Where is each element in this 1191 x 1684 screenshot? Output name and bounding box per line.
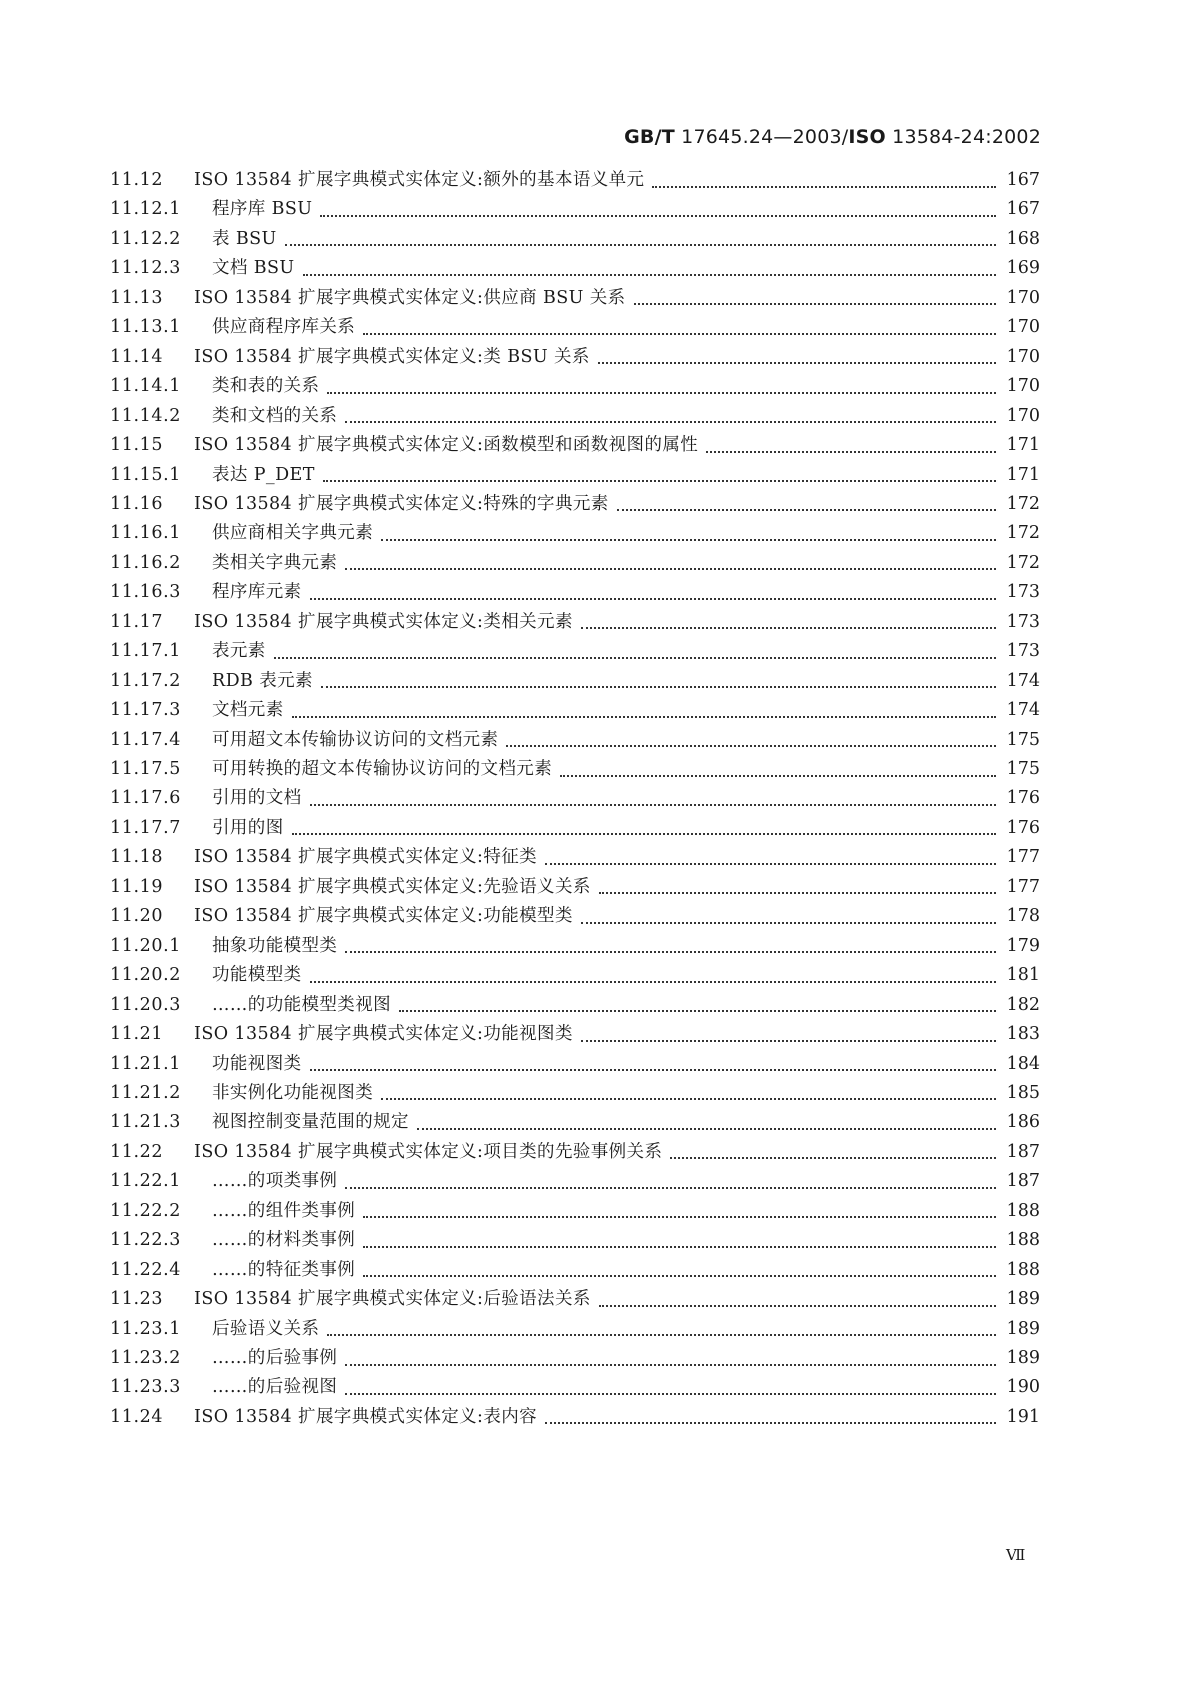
toc-entry[interactable] — [110, 665, 1040, 697]
toc-entry-page: 172 — [1006, 523, 1040, 544]
toc-entry[interactable] — [110, 547, 1040, 579]
toc-entry-page: 174 — [1006, 700, 1040, 721]
toc-entry-number: 11.14.2 — [110, 405, 181, 426]
toc-entry-page: 178 — [1006, 906, 1040, 927]
toc-entry[interactable] — [110, 252, 1040, 284]
toc-leader-dots — [506, 744, 996, 747]
toc-entry-number: 11.20 — [110, 906, 164, 927]
toc-entry[interactable] — [110, 782, 1040, 814]
document-header — [624, 126, 1041, 148]
toc-entry-number: 11.18 — [110, 847, 164, 868]
toc-entry-number: 11.16.3 — [110, 582, 181, 603]
toc-entry[interactable] — [110, 1283, 1040, 1315]
toc-leader-dots — [345, 1186, 996, 1189]
toc-entry-page: 177 — [1006, 847, 1040, 868]
toc-entry-number: 11.14.1 — [110, 376, 181, 397]
toc-entry-number: 11.14 — [110, 346, 164, 367]
toc-entry-number: 11.13 — [110, 287, 164, 308]
toc-entry-title: 文档 BSU — [212, 258, 295, 279]
toc-entry-title: 可用转换的超文本传输协议访问的文档元素 — [212, 759, 553, 779]
toc-leader-dots — [599, 891, 996, 894]
toc-entry[interactable] — [110, 311, 1040, 343]
toc-entry[interactable] — [110, 635, 1040, 667]
toc-entry[interactable] — [110, 282, 1040, 314]
toc-entry-page: 189 — [1006, 1348, 1040, 1368]
toc-leader-dots — [345, 1392, 996, 1395]
toc-leader-dots — [399, 1009, 996, 1012]
toc-leader-dots — [310, 597, 997, 600]
toc-entry-title: ……的特征类事例 — [212, 1259, 356, 1280]
toc-entry-page: 172 — [1006, 493, 1040, 514]
toc-entry-title: 类相关字典元素 — [212, 552, 338, 573]
toc-entry-page: 179 — [1006, 935, 1040, 956]
toc-entry-page: 167 — [1006, 199, 1040, 220]
toc-leader-dots — [320, 214, 996, 217]
toc-leader-dots — [303, 273, 996, 276]
toc-entry-title: 程序库元素 — [212, 582, 302, 603]
toc-entry-page: 191 — [1006, 1406, 1040, 1427]
toc-leader-dots — [363, 1245, 996, 1248]
toc-entry[interactable] — [110, 341, 1040, 373]
toc-entry-page: 170 — [1006, 317, 1040, 338]
toc-entry-page: 181 — [1006, 965, 1040, 986]
toc-entry-page: 168 — [1006, 228, 1040, 249]
toc-entry-title: 表元素 — [212, 641, 266, 662]
toc-entry-title: ISO 13584 扩展字典模式实体定义:项目类的先验事例关系 — [194, 1141, 663, 1162]
toc-entry-number: 11.24 — [110, 1406, 164, 1427]
toc-entry-page: 176 — [1006, 788, 1040, 809]
toc-entry-title: 视图控制变量范围的规定 — [212, 1112, 409, 1133]
toc-entry-title: 抽象功能模型类 — [212, 935, 338, 956]
toc-leader-dots — [560, 774, 996, 777]
toc-leader-dots — [598, 361, 996, 364]
toc-leader-dots — [310, 980, 997, 983]
toc-entry-title: 表达 P_DET — [212, 464, 315, 485]
toc-entry[interactable] — [110, 1254, 1040, 1286]
toc-entry-page: 177 — [1006, 876, 1040, 897]
toc-leader-dots — [545, 862, 996, 865]
toc-entry[interactable] — [110, 1371, 1040, 1403]
toc-entry-title: 后验语义关系 — [212, 1318, 320, 1339]
toc-entry-page: 175 — [1006, 729, 1040, 750]
iso-number: 13584-24:2002 — [892, 126, 1041, 148]
toc-entry-number: 11.23.2 — [110, 1348, 181, 1368]
toc-entry[interactable] — [110, 1048, 1040, 1080]
toc-entry-title: ISO 13584 扩展字典模式实体定义:特征类 — [194, 847, 538, 868]
toc-entry-number: 11.21.1 — [110, 1053, 181, 1074]
toc-entry-number: 11.20.1 — [110, 935, 181, 956]
toc-entry-title: 可用超文本传输协议访问的文档元素 — [212, 729, 499, 750]
toc-leader-dots — [285, 243, 996, 246]
toc-entry-title: 功能视图类 — [212, 1053, 302, 1074]
toc-entry-page: 189 — [1006, 1289, 1040, 1310]
toc-entry-number: 11.17.3 — [110, 700, 181, 721]
toc-entry-page: 184 — [1006, 1053, 1040, 1074]
toc-entry[interactable] — [110, 400, 1040, 432]
toc-entry-title: ……的材料类事例 — [212, 1230, 356, 1251]
toc-entry-title: 类和表的关系 — [212, 376, 320, 397]
toc-entry[interactable] — [110, 576, 1040, 608]
toc-entry-title: 非实例化功能视图类 — [212, 1082, 374, 1103]
toc-entry-title: 表 BSU — [212, 228, 277, 249]
iso-prefix: ISO — [848, 126, 886, 148]
toc-entry[interactable] — [110, 930, 1040, 962]
toc-entry[interactable] — [110, 459, 1040, 491]
toc-entry[interactable] — [110, 1401, 1040, 1433]
toc-entry-title: ISO 13584 扩展字典模式实体定义:供应商 BSU 关系 — [194, 287, 626, 308]
toc-entry-title: ISO 13584 扩展字典模式实体定义:类 BSU 关系 — [194, 346, 590, 367]
toc-entry-title: 程序库 BSU — [212, 199, 313, 220]
toc-entry[interactable] — [110, 223, 1040, 255]
toc-entry[interactable] — [110, 1077, 1040, 1109]
toc-entry-page: 171 — [1006, 435, 1040, 456]
toc-entry-number: 11.23 — [110, 1289, 164, 1310]
toc-entry-page: 186 — [1006, 1112, 1040, 1133]
toc-entry-page: 185 — [1006, 1082, 1040, 1103]
toc-leader-dots — [670, 1156, 996, 1159]
toc-leader-dots — [581, 1039, 996, 1042]
toc-leader-dots — [327, 391, 996, 394]
toc-entry[interactable] — [110, 429, 1040, 461]
toc-entry-page: 190 — [1006, 1377, 1040, 1398]
toc-entry-title: RDB 表元素 — [212, 670, 313, 691]
toc-leader-dots — [345, 567, 996, 570]
toc-leader-dots — [310, 803, 997, 806]
page-number: Ⅶ — [1006, 1546, 1025, 1564]
toc-entry-title: ISO 13584 扩展字典模式实体定义:后验语法关系 — [194, 1289, 591, 1310]
toc-leader-dots — [310, 1068, 997, 1071]
toc-entry-title: ……的组件类事例 — [212, 1200, 356, 1221]
toc-entry-number: 11.16.1 — [110, 523, 181, 544]
toc-entry-number: 11.22.1 — [110, 1171, 181, 1192]
toc-entry-number: 11.17 — [110, 611, 164, 632]
toc-entry[interactable] — [110, 841, 1040, 873]
toc-entry[interactable] — [110, 724, 1040, 756]
toc-leader-dots — [274, 656, 996, 659]
toc-leader-dots — [617, 508, 996, 511]
toc-entry-title: 引用的图 — [212, 817, 284, 838]
toc-entry-number: 11.23.1 — [110, 1318, 181, 1339]
toc-entry-number: 11.21.3 — [110, 1112, 181, 1133]
toc-entry-number: 11.20.2 — [110, 965, 181, 986]
toc-entry[interactable] — [110, 871, 1040, 903]
toc-entry[interactable] — [110, 694, 1040, 726]
toc-entry-title: ISO 13584 扩展字典模式实体定义:特殊的字典元素 — [194, 493, 609, 514]
toc-entry-page: 187 — [1006, 1141, 1040, 1162]
toc-entry-title: ISO 13584 扩展字典模式实体定义:函数模型和函数视图的属性 — [194, 435, 699, 456]
toc-entry-page: 173 — [1006, 582, 1040, 603]
toc-entry-number: 11.13.1 — [110, 317, 181, 338]
toc-entry-page: 167 — [1006, 170, 1040, 190]
toc-entry[interactable] — [110, 753, 1040, 785]
toc-entry-title: ISO 13584 扩展字典模式实体定义:类相关元素 — [194, 611, 573, 632]
toc-entry-number: 11.12.3 — [110, 258, 181, 279]
toc-entry-page: 189 — [1006, 1318, 1040, 1339]
standard-prefix: GB/T — [624, 126, 675, 148]
toc-leader-dots — [706, 450, 996, 453]
toc-leader-dots — [323, 479, 996, 482]
toc-leader-dots — [321, 685, 996, 688]
toc-entry-number: 11.21 — [110, 1024, 164, 1045]
toc-entry[interactable] — [110, 1106, 1040, 1138]
toc-entry[interactable] — [110, 1313, 1040, 1345]
toc-entry[interactable] — [110, 1342, 1040, 1374]
toc-entry-number: 11.17.7 — [110, 817, 181, 838]
toc-entry-number: 11.17.4 — [110, 729, 181, 750]
toc-entry-page: 188 — [1006, 1230, 1040, 1251]
toc-entry-page: 173 — [1006, 641, 1040, 662]
toc-leader-dots — [652, 185, 996, 188]
toc-entry-page: 170 — [1006, 346, 1040, 367]
toc-entry-number: 11.20.3 — [110, 994, 181, 1015]
toc-leader-dots — [581, 921, 996, 924]
toc-entry-page: 170 — [1006, 287, 1040, 308]
toc-entry[interactable] — [110, 812, 1040, 844]
toc-entry[interactable] — [110, 606, 1040, 638]
toc-entry-number: 11.21.2 — [110, 1082, 181, 1103]
toc-entry-page: 174 — [1006, 670, 1040, 691]
toc-entry-page: 173 — [1006, 611, 1040, 632]
toc-entry-title: ……的后验视图 — [212, 1377, 338, 1398]
toc-entry-number: 11.22 — [110, 1141, 164, 1162]
toc-entry[interactable] — [110, 989, 1040, 1021]
toc-entry-page: 182 — [1006, 994, 1040, 1015]
toc-entry-title: 文档元素 — [212, 700, 284, 721]
toc-entry-title: ISO 13584 扩展字典模式实体定义:先验语义关系 — [194, 876, 591, 897]
toc-entry-title: 供应商程序库关系 — [212, 317, 356, 338]
toc-entry-number: 11.17.2 — [110, 670, 181, 691]
toc-entry-number: 11.17.1 — [110, 641, 181, 662]
toc-entry-number: 11.22.3 — [110, 1230, 181, 1251]
toc-leader-dots — [581, 626, 996, 629]
toc-leader-dots — [545, 1421, 996, 1424]
toc-leader-dots — [417, 1127, 996, 1130]
toc-entry-title: 类和文档的关系 — [212, 405, 338, 426]
toc-leader-dots — [363, 1274, 996, 1277]
toc-entry-title: 功能模型类 — [212, 965, 302, 986]
toc-entry[interactable] — [110, 1224, 1040, 1256]
toc-leader-dots — [381, 538, 996, 541]
toc-entry[interactable] — [110, 900, 1040, 932]
toc-entry-page: 188 — [1006, 1200, 1040, 1221]
toc-entry-number: 11.16 — [110, 493, 164, 514]
toc-entry-number: 11.17.6 — [110, 788, 181, 809]
toc-entry-number: 11.23.3 — [110, 1377, 181, 1398]
toc-entry[interactable] — [110, 1195, 1040, 1227]
toc-entry-number: 11.15.1 — [110, 464, 181, 485]
toc-entry-title: ISO 13584 扩展字典模式实体定义:表内容 — [194, 1406, 538, 1427]
toc-entry-page: 188 — [1006, 1259, 1040, 1280]
toc-entry[interactable] — [110, 1018, 1040, 1050]
toc-entry-number: 11.22.4 — [110, 1259, 181, 1280]
toc-leader-dots — [599, 1304, 996, 1307]
toc-entry-page: 170 — [1006, 376, 1040, 397]
toc-entry-page: 170 — [1006, 405, 1040, 426]
toc-leader-dots — [381, 1097, 996, 1100]
toc-entry-number: 11.16.2 — [110, 552, 181, 573]
toc-entry[interactable] — [110, 517, 1040, 549]
toc-leader-dots — [327, 1333, 996, 1336]
toc-leader-dots — [363, 332, 996, 335]
toc-entry[interactable] — [110, 1136, 1040, 1168]
toc-entry-number: 11.12.1 — [110, 199, 181, 220]
toc-leader-dots — [345, 420, 996, 423]
toc-entry-number: 11.17.5 — [110, 759, 181, 779]
toc-entry[interactable] — [110, 164, 1040, 196]
toc-entry-title: 供应商相关字典元素 — [212, 523, 374, 544]
toc-entry-title: ……的后验事例 — [212, 1348, 338, 1368]
toc-entry-title: ISO 13584 扩展字典模式实体定义:功能视图类 — [194, 1024, 573, 1045]
toc-entry-page: 176 — [1006, 817, 1040, 838]
toc-entry-number: 11.12.2 — [110, 228, 181, 249]
toc-entry[interactable] — [110, 959, 1040, 991]
standard-number: 17645.24—2003/ — [681, 126, 849, 148]
toc-entry-page: 171 — [1006, 464, 1040, 485]
toc-entry-number: 11.12 — [110, 170, 164, 190]
toc-entry[interactable] — [110, 193, 1040, 225]
toc-leader-dots — [345, 1363, 996, 1366]
toc-entry-page: 175 — [1006, 759, 1040, 779]
toc-leader-dots — [345, 950, 996, 953]
toc-entry-title: ISO 13584 扩展字典模式实体定义:功能模型类 — [194, 906, 573, 927]
toc-entry-page: 187 — [1006, 1171, 1040, 1192]
toc-entry-page: 183 — [1006, 1024, 1040, 1045]
toc-leader-dots — [292, 832, 996, 835]
toc-entry[interactable] — [110, 1165, 1040, 1197]
toc-entry-number: 11.19 — [110, 876, 164, 897]
toc-entry-number: 11.15 — [110, 435, 164, 456]
toc-leader-dots — [292, 715, 996, 718]
toc-leader-dots — [363, 1215, 996, 1218]
toc-entry-page: 172 — [1006, 552, 1040, 573]
toc-entry-title: ……的功能模型类视图 — [212, 994, 391, 1015]
toc-leader-dots — [634, 302, 996, 305]
toc-entry-title: 引用的文档 — [212, 788, 302, 809]
toc-entry[interactable] — [110, 488, 1040, 520]
toc-entry-number: 11.22.2 — [110, 1200, 181, 1221]
toc-entry-title: ISO 13584 扩展字典模式实体定义:额外的基本语义单元 — [194, 170, 645, 190]
toc-entry-page: 169 — [1006, 258, 1040, 279]
toc-entry-title: ……的项类事例 — [212, 1171, 338, 1192]
toc-entry[interactable] — [110, 370, 1040, 402]
